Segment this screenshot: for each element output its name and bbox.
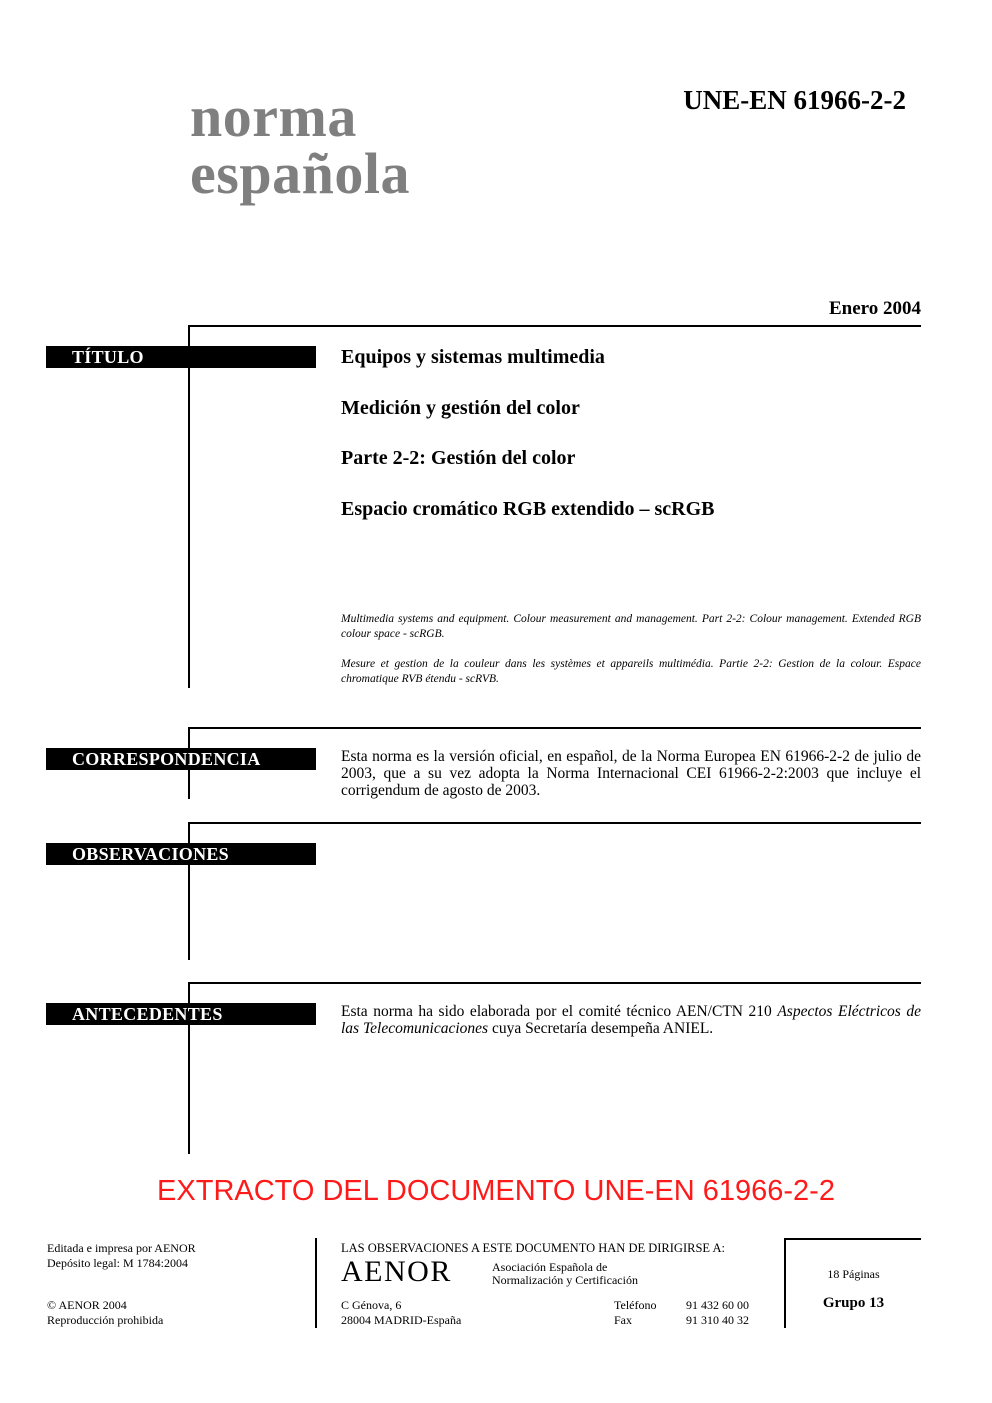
section-label-antecedentes: ANTECEDENTES xyxy=(46,1003,316,1025)
footer-divider-left xyxy=(315,1238,317,1328)
antecedentes-committee-name: Aspectos Eléctricos de las Telecomunicaciones xyxy=(341,1003,921,1037)
title-english: Multimedia systems and equipment. Colour measurement and management. Part 2-2: Colour management. Extended RGB colour space - scRGB. xyxy=(341,613,921,640)
antecedentes-text xyxy=(341,1003,921,1037)
standard-code: UNE-EN 61966-2-2 xyxy=(683,85,906,115)
footer-fax-label: Fax xyxy=(614,1313,632,1327)
footer-phone-label: Teléfono xyxy=(614,1298,657,1312)
footer-observations-note: LAS OBSERVACIONES A ESTE DOCUMENTO HAN DE DIRIGIRSE A: xyxy=(341,1241,725,1255)
footer-address1: C Génova, 6 xyxy=(341,1298,402,1312)
publication-date: Enero 2004 xyxy=(828,298,921,319)
footer-group: Grupo 13 xyxy=(822,1295,885,1311)
aenor-logo: AENOR xyxy=(341,1255,452,1288)
footer-reproduction: Reproducción prohibida xyxy=(47,1313,164,1327)
footer-fax: 91 310 40 32 xyxy=(686,1313,749,1327)
title-line-1: Equipos y sistemas multimedia xyxy=(341,346,605,368)
footer-copyright: © AENOR 2004 xyxy=(47,1298,127,1312)
extract-notice: EXTRACTO DEL DOCUMENTO UNE-EN 61966-2-2 xyxy=(157,1175,835,1207)
aenor-association-line2: Normalización y Certificación xyxy=(492,1273,638,1287)
antecedentes-text-start: Esta norma ha sido elaborada por el comité técnico AEN/CTN 210 xyxy=(341,1003,778,1020)
section-label-correspondencia: CORRESPONDENCIA xyxy=(46,748,316,770)
section-label-observaciones: OBSERVACIONES xyxy=(46,843,316,865)
section-label-titulo: TÍTULO xyxy=(46,346,316,368)
footer-divider-right xyxy=(784,1238,786,1328)
brand-norma: norma xyxy=(190,84,357,149)
section-divider-observaciones xyxy=(188,822,921,824)
title-line-4: Espacio cromático RGB extendido – scRGB xyxy=(341,498,715,520)
antecedentes-text-end: cuya Secretaría desempeña ANIEL. xyxy=(488,1020,714,1037)
footer-pages: 18 Páginas xyxy=(827,1267,880,1281)
correspondencia-text: Esta norma es la versión oficial, en español, de la Norma Europea EN 61966-2-2 de julio de 2003, que a su vez adopta la Norma Internacional CEI 61966-2-2:2003 que incluye el corrigendum de agosto de 2003. xyxy=(341,748,921,799)
aenor-association-line1: Asociación Española de xyxy=(492,1260,608,1274)
footer-edited: Editada e impresa por AENOR xyxy=(47,1241,196,1255)
footer-phone: 91 432 60 00 xyxy=(686,1298,749,1312)
section-divider-antecedentes xyxy=(188,982,921,984)
footer-deposit: Depósito legal: M 1784:2004 xyxy=(47,1256,188,1270)
section-divider-titulo xyxy=(188,325,921,327)
title-french: Mesure et gestion de la couleur dans les systèmes et appareils multimédia. Partie 2-2: Gestion de la colour. Espace chromatique RVB étendu - scRVB. xyxy=(341,658,921,685)
title-line-2: Medición y gestión del color xyxy=(341,397,580,419)
section-vline-titulo xyxy=(188,368,190,688)
section-divider-correspondencia xyxy=(188,727,921,729)
footer-address2: 28004 MADRID-España xyxy=(341,1313,462,1327)
footer-box-top xyxy=(784,1238,921,1240)
brand-espanola: española xyxy=(190,141,410,206)
title-line-3: Parte 2-2: Gestión del color xyxy=(341,447,576,469)
